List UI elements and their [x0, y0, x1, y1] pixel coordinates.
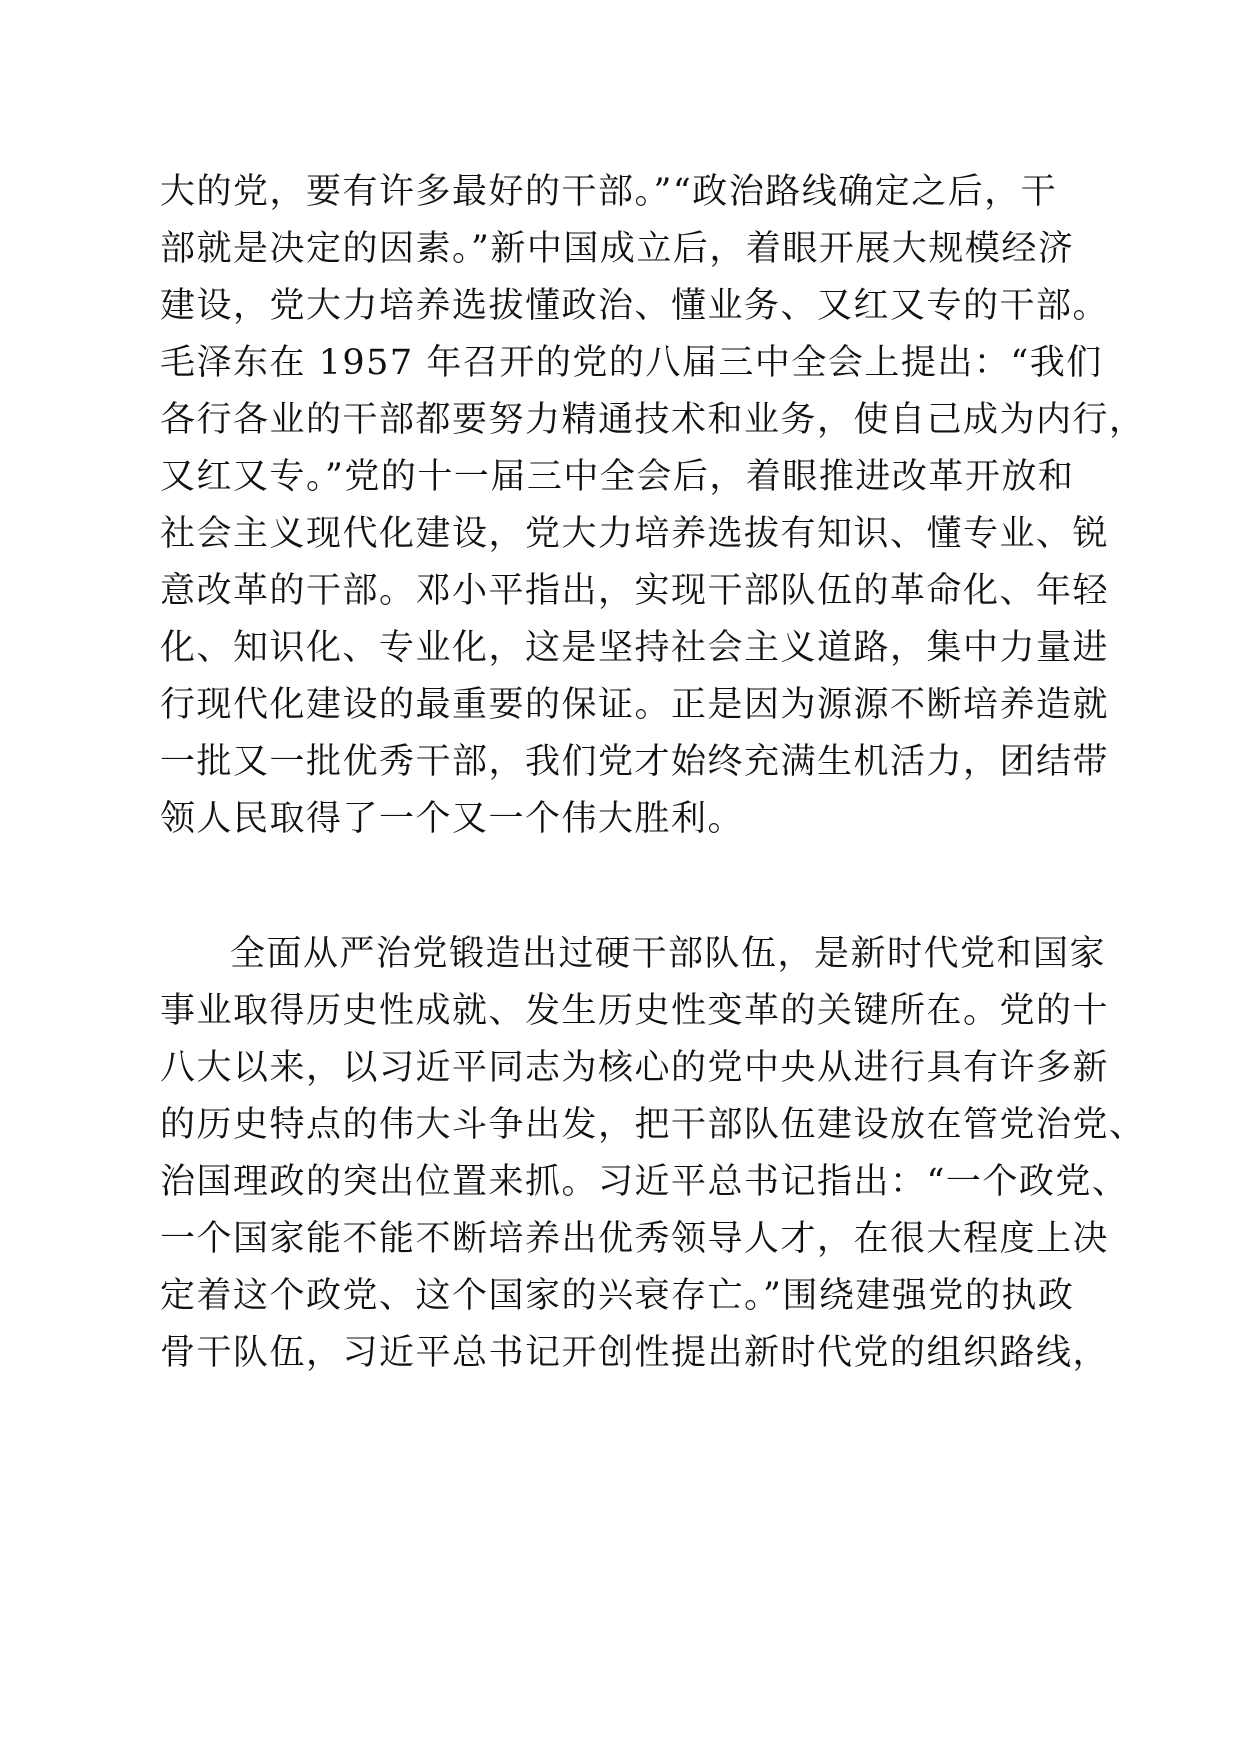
paragraph-line: 全面从严治党锻造出过硬干部队伍，是新时代党和国家	[230, 934, 1107, 974]
paragraph-line: 一批又一批优秀干部，我们党才始终充满生机活力，团结带	[160, 742, 1110, 782]
paragraph-line: 领人民取得了一个又一个伟大胜利。	[160, 799, 745, 839]
paragraph-line: 建设，党大力培养选拔懂政治、懂业务、又红又专的干部。	[160, 286, 1110, 326]
paragraph-line: 各行各业的干部都要努力精通技术和业务，使自己成为内行，	[160, 400, 1146, 440]
paragraph-line: 化、知识化、专业化，这是坚持社会主义道路，集中力量进	[160, 628, 1110, 668]
paragraph-line: 事业取得历史性成就、发生历史性变革的关键所在。党的十	[160, 991, 1110, 1031]
paragraph-line: 骨干队伍，习近平总书记开创性提出新时代党的组织路线，	[160, 1333, 1110, 1373]
paragraph-line: 部就是决定的因素。”新中国成立后，着眼开展大规模经济	[160, 229, 1075, 269]
paragraph-line: 毛泽东在 1957 年召开的党的八届三中全会上提出：“我们	[160, 343, 1103, 383]
paragraph-line: 八大以来，以习近平同志为核心的党中央从进行具有许多新	[160, 1048, 1110, 1088]
paragraph-line: 意改革的干部。邓小平指出，实现干部队伍的革命化、年轻	[160, 571, 1110, 611]
paragraph-line: 社会主义现代化建设，党大力培养选拔有知识、懂专业、锐	[160, 514, 1110, 554]
paragraph-line: 的历史特点的伟大斗争出发，把干部队伍建设放在管党治党、	[160, 1105, 1146, 1145]
paragraph-line: 一个国家能不能不断培养出优秀领导人才，在很大程度上决	[160, 1219, 1110, 1259]
paragraph-line: 又红又专。”党的十一届三中全会后，着眼推进改革开放和	[160, 457, 1075, 497]
paragraph-line: 行现代化建设的最重要的保证。正是因为源源不断培养造就	[160, 685, 1110, 725]
paragraph-line: 治国理政的突出位置来抓。习近平总书记指出：“一个政党、	[160, 1162, 1129, 1202]
paragraph-line: 定着这个政党、这个国家的兴衰存亡。”围绕建强党的执政	[160, 1276, 1075, 1316]
paragraph-line: 大的党，要有许多最好的干部。”“政治路线确定之后，干	[160, 172, 1058, 212]
